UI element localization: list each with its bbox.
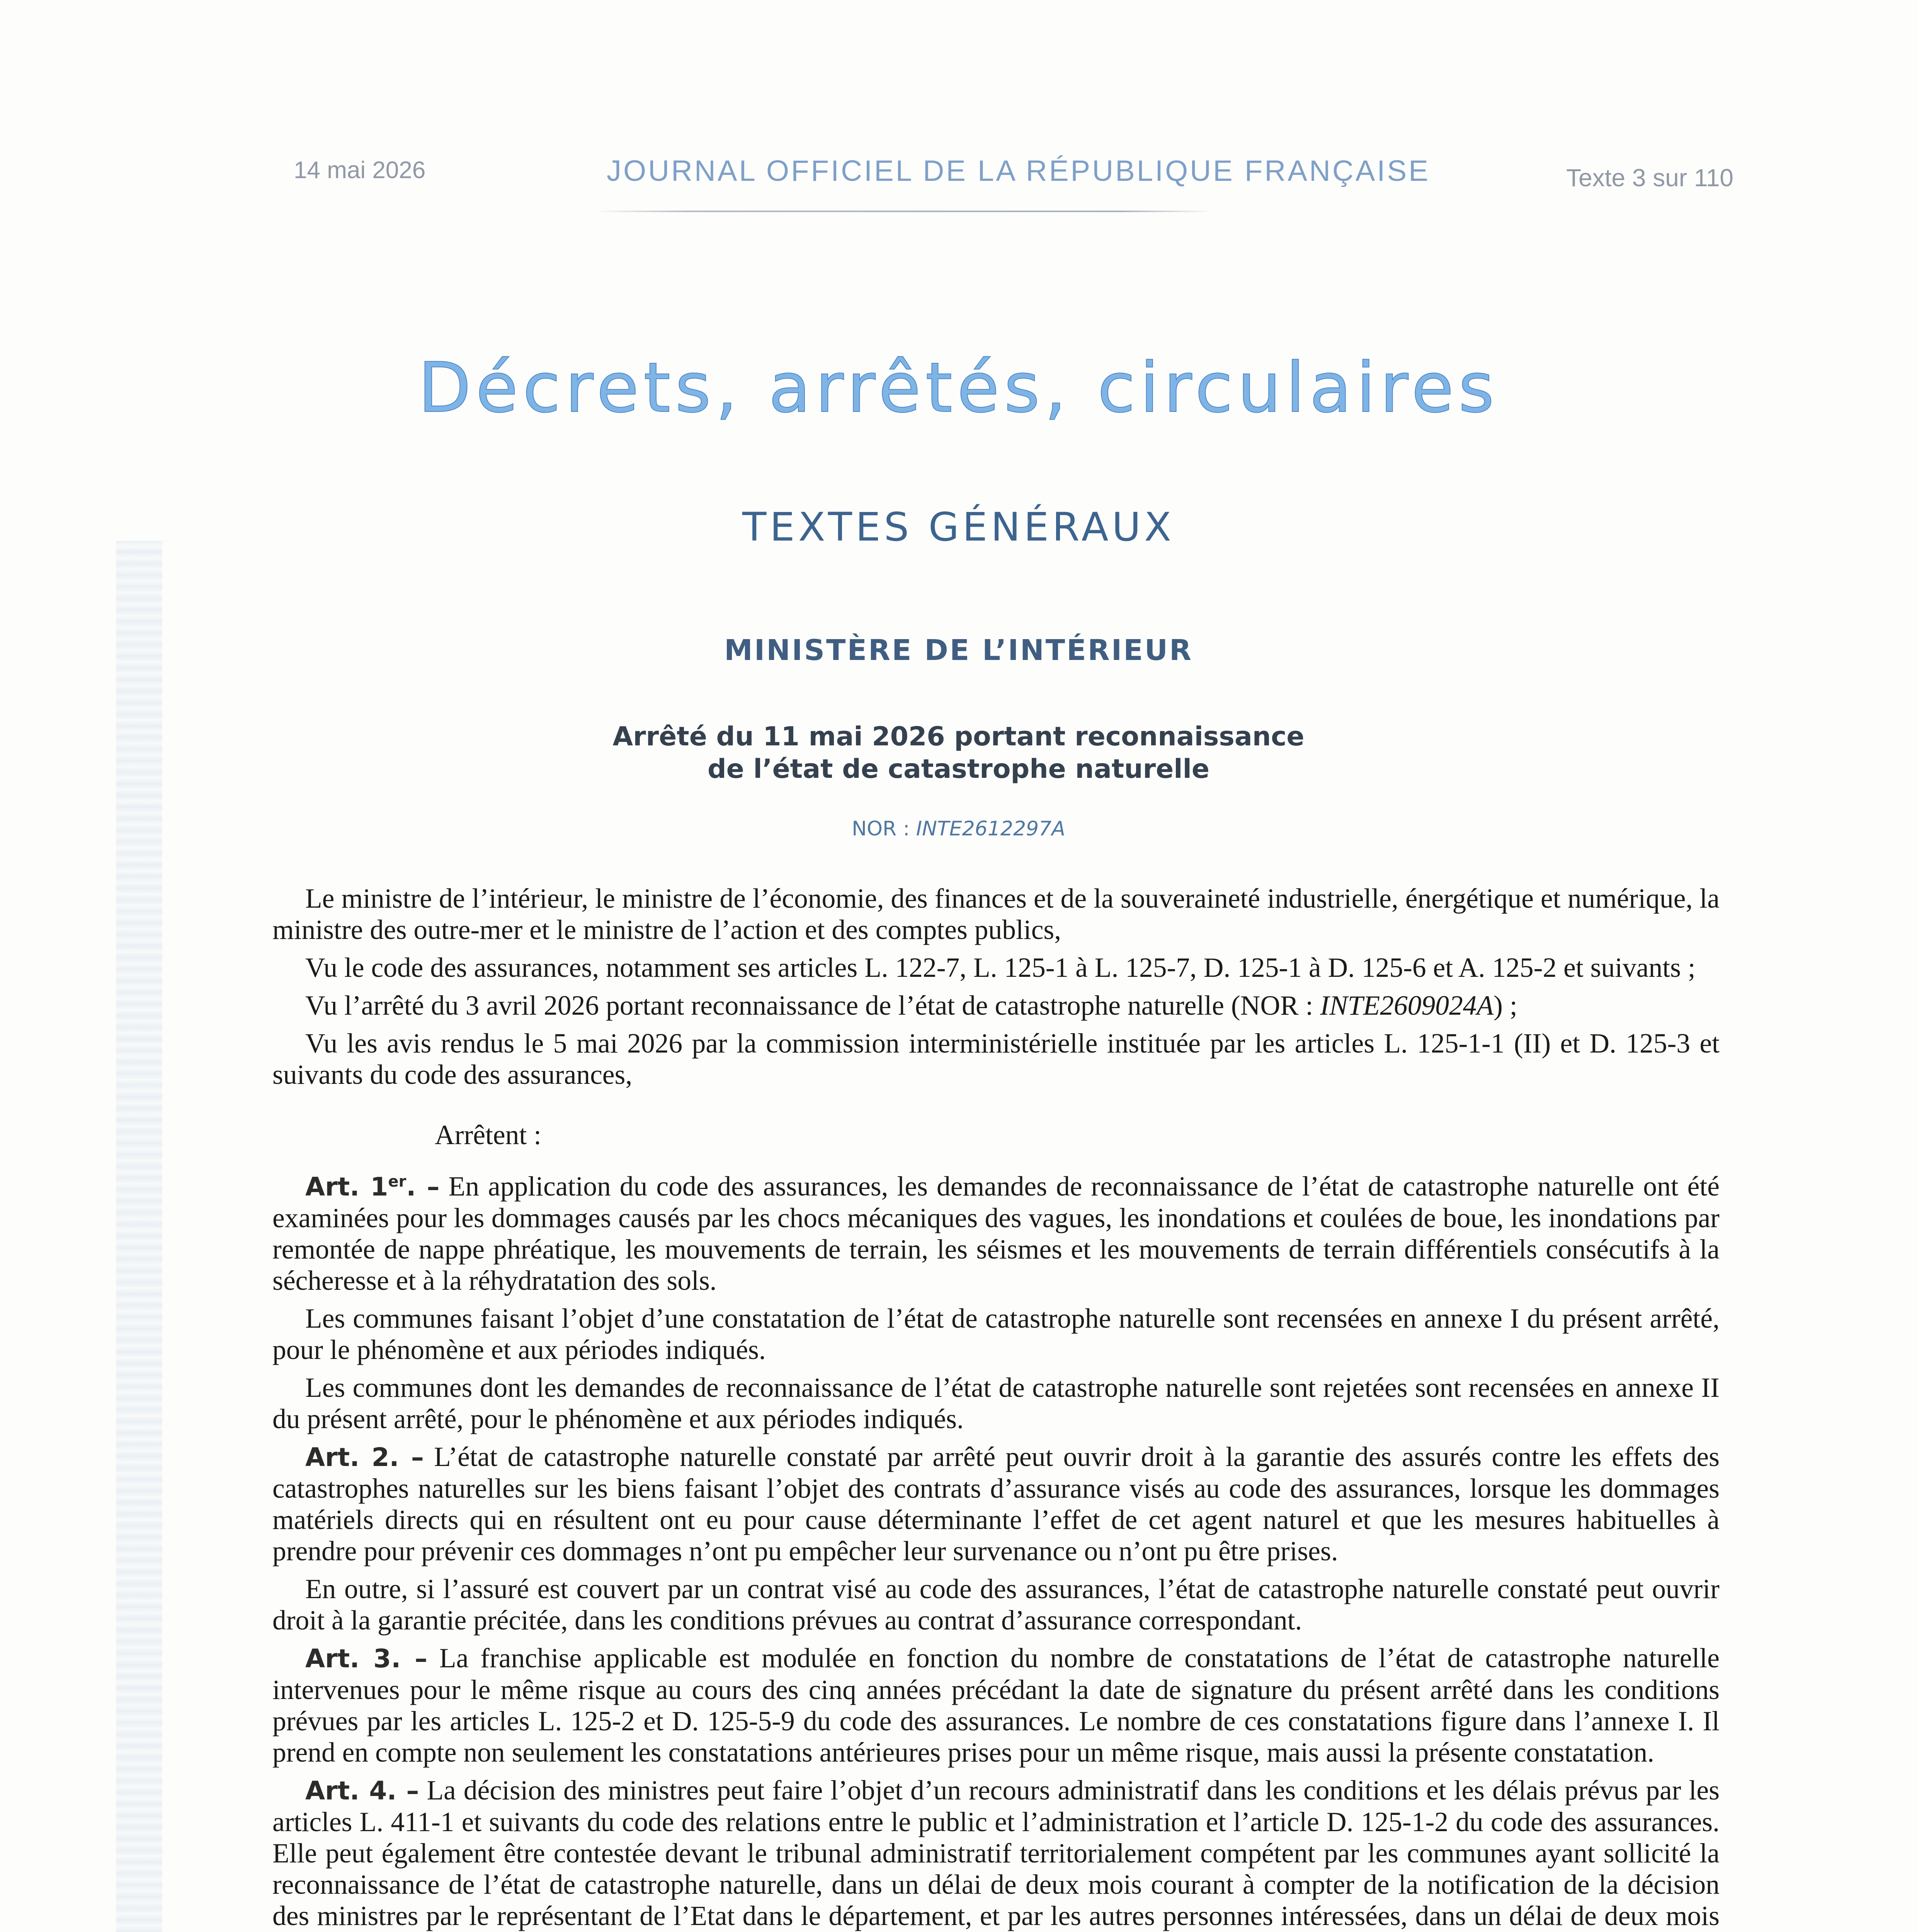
article-2-para-1 xyxy=(272,1441,1720,1567)
page-header xyxy=(294,156,1733,203)
arretent-label: Arrêtent : xyxy=(435,1120,541,1150)
text-number: Texte 3 sur 110 xyxy=(1566,164,1733,192)
section-title: Décrets, arrêtés, circulaires xyxy=(418,348,1499,428)
article-2-para-2: En outre, si l’assuré est couvert par un contrat visé au code des assurances, l’état de catastrophe naturelle constaté peut ouvrir droit à la garantie précitée, dans les conditions prévues au contrat d’assurance correspondant. xyxy=(272,1574,1720,1636)
arrete-title xyxy=(0,721,1917,786)
preamble-ministers: Le ministre de l’intérieur, le ministre de l’économie, des finances et de la souveraineté industrielle, énergétique et numérique, la ministre des outre-mer et le ministre de l’action et des comptes publics, xyxy=(272,883,1720,945)
publication-date: 14 mai 2026 xyxy=(294,157,426,184)
preamble-vu-arrete-text: Vu l’arrêté du 3 avril 2026 portant reconnaissance de l’état de catastrophe naturelle (NOR : xyxy=(305,990,1320,1021)
document-body xyxy=(272,883,1720,1932)
article-1-para-1 xyxy=(272,1166,1720,1296)
nor-reference xyxy=(0,817,1917,840)
header-rule xyxy=(595,211,1213,212)
article-4-para-1 xyxy=(272,1775,1720,1932)
article-1-para-2: Les communes faisant l’objet d’une constatation de l’état de catastrophe naturelle sont recensées en annexe I du présent arrêté, pour le phénomène et aux périodes indiqués. xyxy=(272,1303,1720,1365)
article-2-text: L’état de catastrophe naturelle constaté par arrêté peut ouvrir droit à la garantie des assurés contre les effets des catastrophes naturelles sur les biens faisant l’objet des contrats d’assurance visés au code des assurances, lorsque les dommages matériels directs qui en résultent ont eu pour cause déterminante l’effet de cet agent naturel et que les mesures habituelles à prendre pour prévenir ces dommages n’ont pu empêcher leur survenance ou n’ont pu être prises. xyxy=(272,1442,1720,1566)
preamble-vu-arrete xyxy=(272,990,1720,1021)
preamble-vu-avis: Vu les avis rendus le 5 mai 2026 par la commission interministérielle instituée par les articles L. 125-1-1 (II) et D. 125-3 et suivants du code des assurances, xyxy=(272,1028,1720,1090)
article-1-para-3: Les communes dont les demandes de reconnaissance de l’état de catastrophe naturelle sont rejetées sont recensées en annexe II du présent arrêté, pour le phénomène et aux périodes indiqués. xyxy=(272,1372,1720,1434)
article-3-para-1 xyxy=(272,1643,1720,1768)
article-1-label-text: Art. 1 xyxy=(305,1172,388,1202)
article-3-text: La franchise applicable est modulée en fonction du nombre de constatations de l’état de catastrophe naturelle intervenues pour le même risque au cours des cinq années précédant la date de signature du présent arrêté dans les conditions prévues par les articles L. 125-2 et D. 125-5-9 du code des assurances. Le nombre de ces constatations figure dans l’annexe I. Il prend en compte non seulement les constatations antérieures prises pour un même risque, mais aussi la présente constatation. xyxy=(272,1643,1720,1768)
preamble-vu-arrete-ref: INTE2609024A xyxy=(1320,990,1494,1021)
ministry-heading: MINISTÈRE DE L’INTÉRIEUR xyxy=(724,634,1193,667)
nor-value: INTE2612297A xyxy=(916,817,1065,840)
arrete-title-line-1: Arrêté du 11 mai 2026 portant reconnaissance xyxy=(612,721,1305,752)
section-subtitle: TEXTES GÉNÉRAUX xyxy=(742,504,1175,550)
article-1-label-end: . – xyxy=(406,1172,440,1202)
preamble-vu-code: Vu le code des assurances, notamment ses articles L. 122-7, L. 125-1 à L. 125-7, D. 125-1 à D. 125-6 et A. 125-2 et suivants ; xyxy=(305,952,1696,983)
preamble-vu-arrete-end: ) ; xyxy=(1493,990,1517,1021)
article-4-text: La décision des ministres peut faire l’objet d’un recours administratif dans les conditions et les délais prévus par les articles L. 411-1 et suivants du code des relations entre le public et l’administration et l’article D. 125-1-2 du code des assurances. Elle peut également être contestée devant le tribunal administratif territorialement compétent par les communes ayant sollicité la reconnaissance de l’état de catastrophe naturelle, dans un délai de deux mois courant à compter de la notification de la décision des ministres par le représentant de l’Etat dans le département, et par les autres personnes intéressées, dans un délai de deux mois xyxy=(272,1775,1720,1931)
journal-name: JOURNAL OFFICIEL DE LA RÉPUBLIQUE FRANÇAISE xyxy=(607,155,1430,187)
article-1-text: En application du code des assurances, les demandes de reconnaissance de l’état de catastrophe naturelle ont été examinées pour les dommages causés par les chocs mécaniques des vagues, les inondations et coulées de boue, les inondations par remontée de nappe phréatique, les mouvements de terrain, les séismes et les mouvements de terrain différentiels consécutifs à la sécheresse et à la réhydratation des sols. xyxy=(272,1171,1720,1296)
arrete-title-line-2: de l’état de catastrophe naturelle xyxy=(707,754,1210,784)
article-2-label: Art. 2. – xyxy=(305,1442,424,1472)
article-4-label: Art. 4. – xyxy=(305,1776,419,1806)
nor-label: NOR : xyxy=(852,817,916,840)
article-1-label xyxy=(305,1172,439,1202)
article-1-label-sup: er xyxy=(388,1173,407,1190)
article-3-label: Art. 3. – xyxy=(305,1644,428,1673)
